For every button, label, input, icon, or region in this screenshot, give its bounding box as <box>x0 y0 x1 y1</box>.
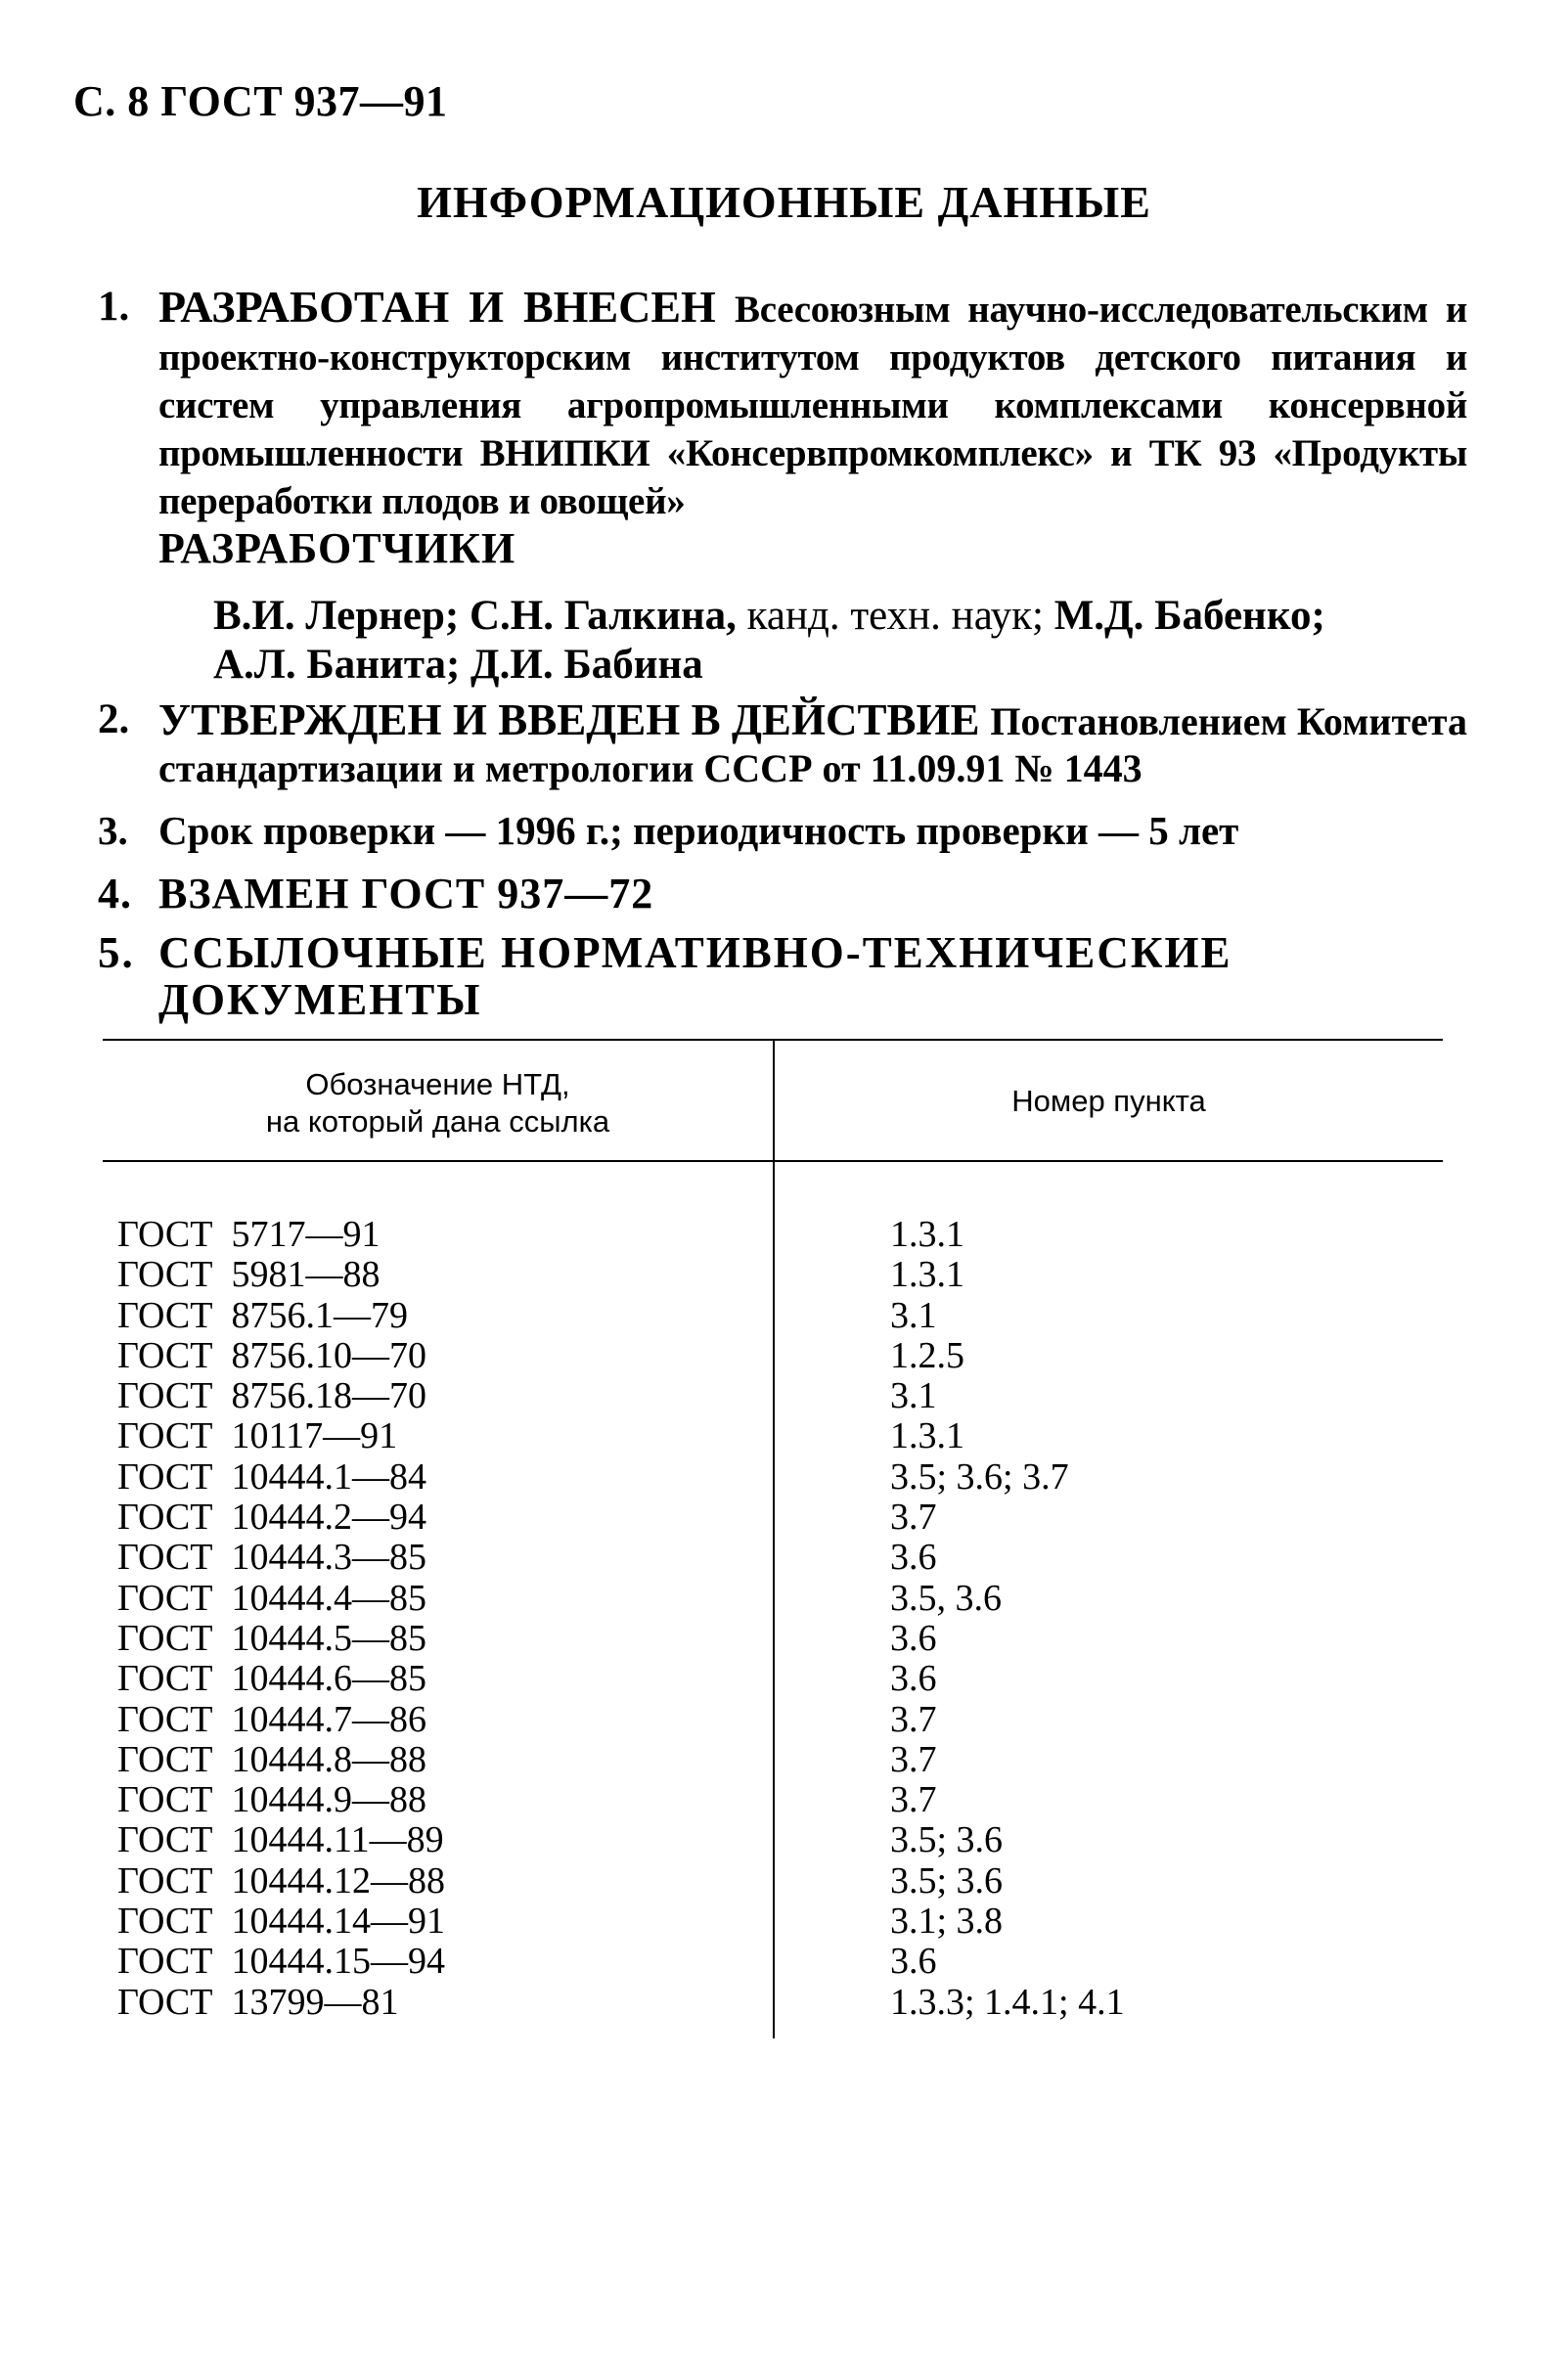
doc-cell: ГОСТ 10444.7—86 <box>117 1698 426 1740</box>
developers-line-1 <box>213 592 1485 641</box>
table-row <box>0 1336 1568 1376</box>
clause-cell: 3.7 <box>890 1738 937 1780</box>
clause-cell: 1.2.5 <box>890 1334 964 1376</box>
clause-cell: 3.1 <box>890 1294 937 1336</box>
item-number: 5. <box>98 928 135 977</box>
table-row <box>0 1215 1568 1255</box>
table-row <box>0 1376 1568 1416</box>
doc-cell: ГОСТ 8756.18—70 <box>117 1375 426 1417</box>
doc-cell: ГОСТ 10444.2—94 <box>117 1497 426 1539</box>
developer-names: А.Л. Банита; Д.И. Бабина <box>213 642 703 688</box>
table-row <box>0 1740 1568 1780</box>
doc-cell: ГОСТ 10444.14—91 <box>117 1901 445 1943</box>
developer-degree: канд. техн. наук; <box>746 593 1044 639</box>
doc-cell: ГОСТ 8756.10—70 <box>117 1334 426 1376</box>
doc-cell: ГОСТ 13799—81 <box>117 1981 399 2023</box>
table-row <box>0 1901 1568 1942</box>
clause-cell: 3.5; 3.6 <box>890 1859 1004 1901</box>
developers-list <box>213 592 1485 690</box>
table-row <box>0 1538 1568 1578</box>
doc-cell: ГОСТ 10444.6—85 <box>117 1658 426 1700</box>
item-number: 3. <box>98 808 128 853</box>
info-item-1 <box>98 284 1467 525</box>
clause-cell: 3.5; 3.6 <box>890 1819 1004 1861</box>
doc-cell: ГОСТ 10444.15—94 <box>117 1941 445 1983</box>
doc-cell: ГОСТ 10444.5—85 <box>117 1617 426 1659</box>
doc-cell: ГОСТ 10117—91 <box>117 1415 398 1457</box>
doc-cell: ГОСТ 10444.3—85 <box>117 1537 426 1579</box>
clause-cell: 3.5, 3.6 <box>890 1577 1002 1619</box>
developer-names: М.Д. Бабенко; <box>1053 593 1325 639</box>
header-line: на который дана ссылка <box>265 1104 610 1139</box>
table-row <box>0 1983 1568 2023</box>
item-text: ВЗАМЕН ГОСТ 937—72 <box>158 870 654 917</box>
clause-cell: 3.6 <box>890 1941 937 1983</box>
doc-cell: ГОСТ 10444.12—88 <box>117 1859 445 1901</box>
table-header-clause: Номер пункта <box>1011 1084 1206 1118</box>
info-item-3 <box>98 807 1467 854</box>
header-line: Обозначение НТД, <box>305 1067 570 1101</box>
table-row <box>0 1579 1568 1619</box>
table-row <box>0 1942 1568 1982</box>
table-row <box>0 1820 1568 1860</box>
table-row <box>0 1457 1568 1498</box>
clause-cell: 1.3.3; 1.4.1; 4.1 <box>890 1981 1125 2023</box>
table-body <box>0 1215 1568 2023</box>
table-row <box>0 1659 1568 1699</box>
item-number: 1. <box>98 284 130 330</box>
clause-cell: 3.5; 3.6; 3.7 <box>890 1455 1069 1498</box>
developers-line-2 <box>213 641 1485 690</box>
clause-cell: 3.6 <box>890 1658 937 1700</box>
clause-cell: 1.3.1 <box>890 1214 964 1255</box>
doc-cell: ГОСТ 10444.1—84 <box>117 1455 426 1498</box>
item-text: Срок проверки — 1996 г.; периодичность проверки — 5 лет <box>158 808 1239 853</box>
clause-cell: 1.3.1 <box>890 1415 964 1457</box>
table-row <box>0 1780 1568 1820</box>
clause-cell: 3.7 <box>890 1497 937 1539</box>
doc-cell: ГОСТ 5717—91 <box>117 1214 381 1255</box>
clause-cell: 3.7 <box>890 1698 937 1740</box>
clause-cell: 3.1; 3.8 <box>890 1901 1004 1943</box>
table-header-document <box>103 1066 773 1141</box>
doc-cell: ГОСТ 8756.1—79 <box>117 1294 408 1336</box>
item-text: Всесоюзным научно-исследовательским и проектно-конструкторским институтом продуктов детского питания и систем управления агропромышленными комплексами консервной промышленности ВНИПКИ «Консервпромкомплекс» и ТК 93 «Продукты переработки плодов и овощей» <box>158 289 1467 522</box>
doc-cell: ГОСТ 10444.4—85 <box>117 1577 426 1619</box>
developer-names: В.И. Лернер; С.Н. Галкина, <box>213 593 737 639</box>
item-body <box>158 284 1467 525</box>
page-title: ИНФОРМАЦИОННЫЕ ДАННЫЕ <box>417 177 1151 227</box>
item-number: 4. <box>98 870 132 917</box>
doc-cell: ГОСТ 10444.11—89 <box>117 1819 444 1861</box>
info-item-2 <box>98 696 1467 792</box>
info-item-4 <box>98 871 1467 917</box>
clause-cell: 3.6 <box>890 1537 937 1579</box>
item-text: ССЫЛОЧНЫЕ НОРМАТИВНО-ТЕХНИЧЕСКИЕ ДОКУМЕНТЫ <box>158 928 1232 1024</box>
info-item-5 <box>98 929 1467 1023</box>
item-number: 2. <box>98 696 130 742</box>
doc-cell: ГОСТ 10444.8—88 <box>117 1738 426 1780</box>
table-row <box>0 1416 1568 1456</box>
table-row <box>0 1255 1568 1295</box>
doc-cell: ГОСТ 10444.9—88 <box>117 1779 426 1821</box>
table-row <box>0 1619 1568 1659</box>
table-row <box>0 1700 1568 1740</box>
item-text: Постановлением Комитета стандартизации и метрологии СССР от 11.09.91 № 1443 <box>158 699 1467 790</box>
developers-label: РАЗРАБОТЧИКИ <box>158 524 516 572</box>
clause-cell: 3.7 <box>890 1779 937 1821</box>
table-row <box>0 1296 1568 1336</box>
item-lead: УТВЕРЖДЕН И ВВЕДЕН В ДЕЙСТВИЕ <box>158 695 980 744</box>
table-row <box>0 1498 1568 1538</box>
clause-cell: 3.1 <box>890 1375 937 1417</box>
clause-cell: 3.6 <box>890 1617 937 1659</box>
page-header: С. 8 ГОСТ 937—91 <box>73 77 448 125</box>
item-body <box>158 696 1467 792</box>
item-lead: РАЗРАБОТАН И ВНЕСЕН <box>158 282 716 332</box>
clause-cell: 1.3.1 <box>890 1254 964 1296</box>
doc-cell: ГОСТ 5981—88 <box>117 1254 381 1296</box>
table-row <box>0 1861 1568 1901</box>
